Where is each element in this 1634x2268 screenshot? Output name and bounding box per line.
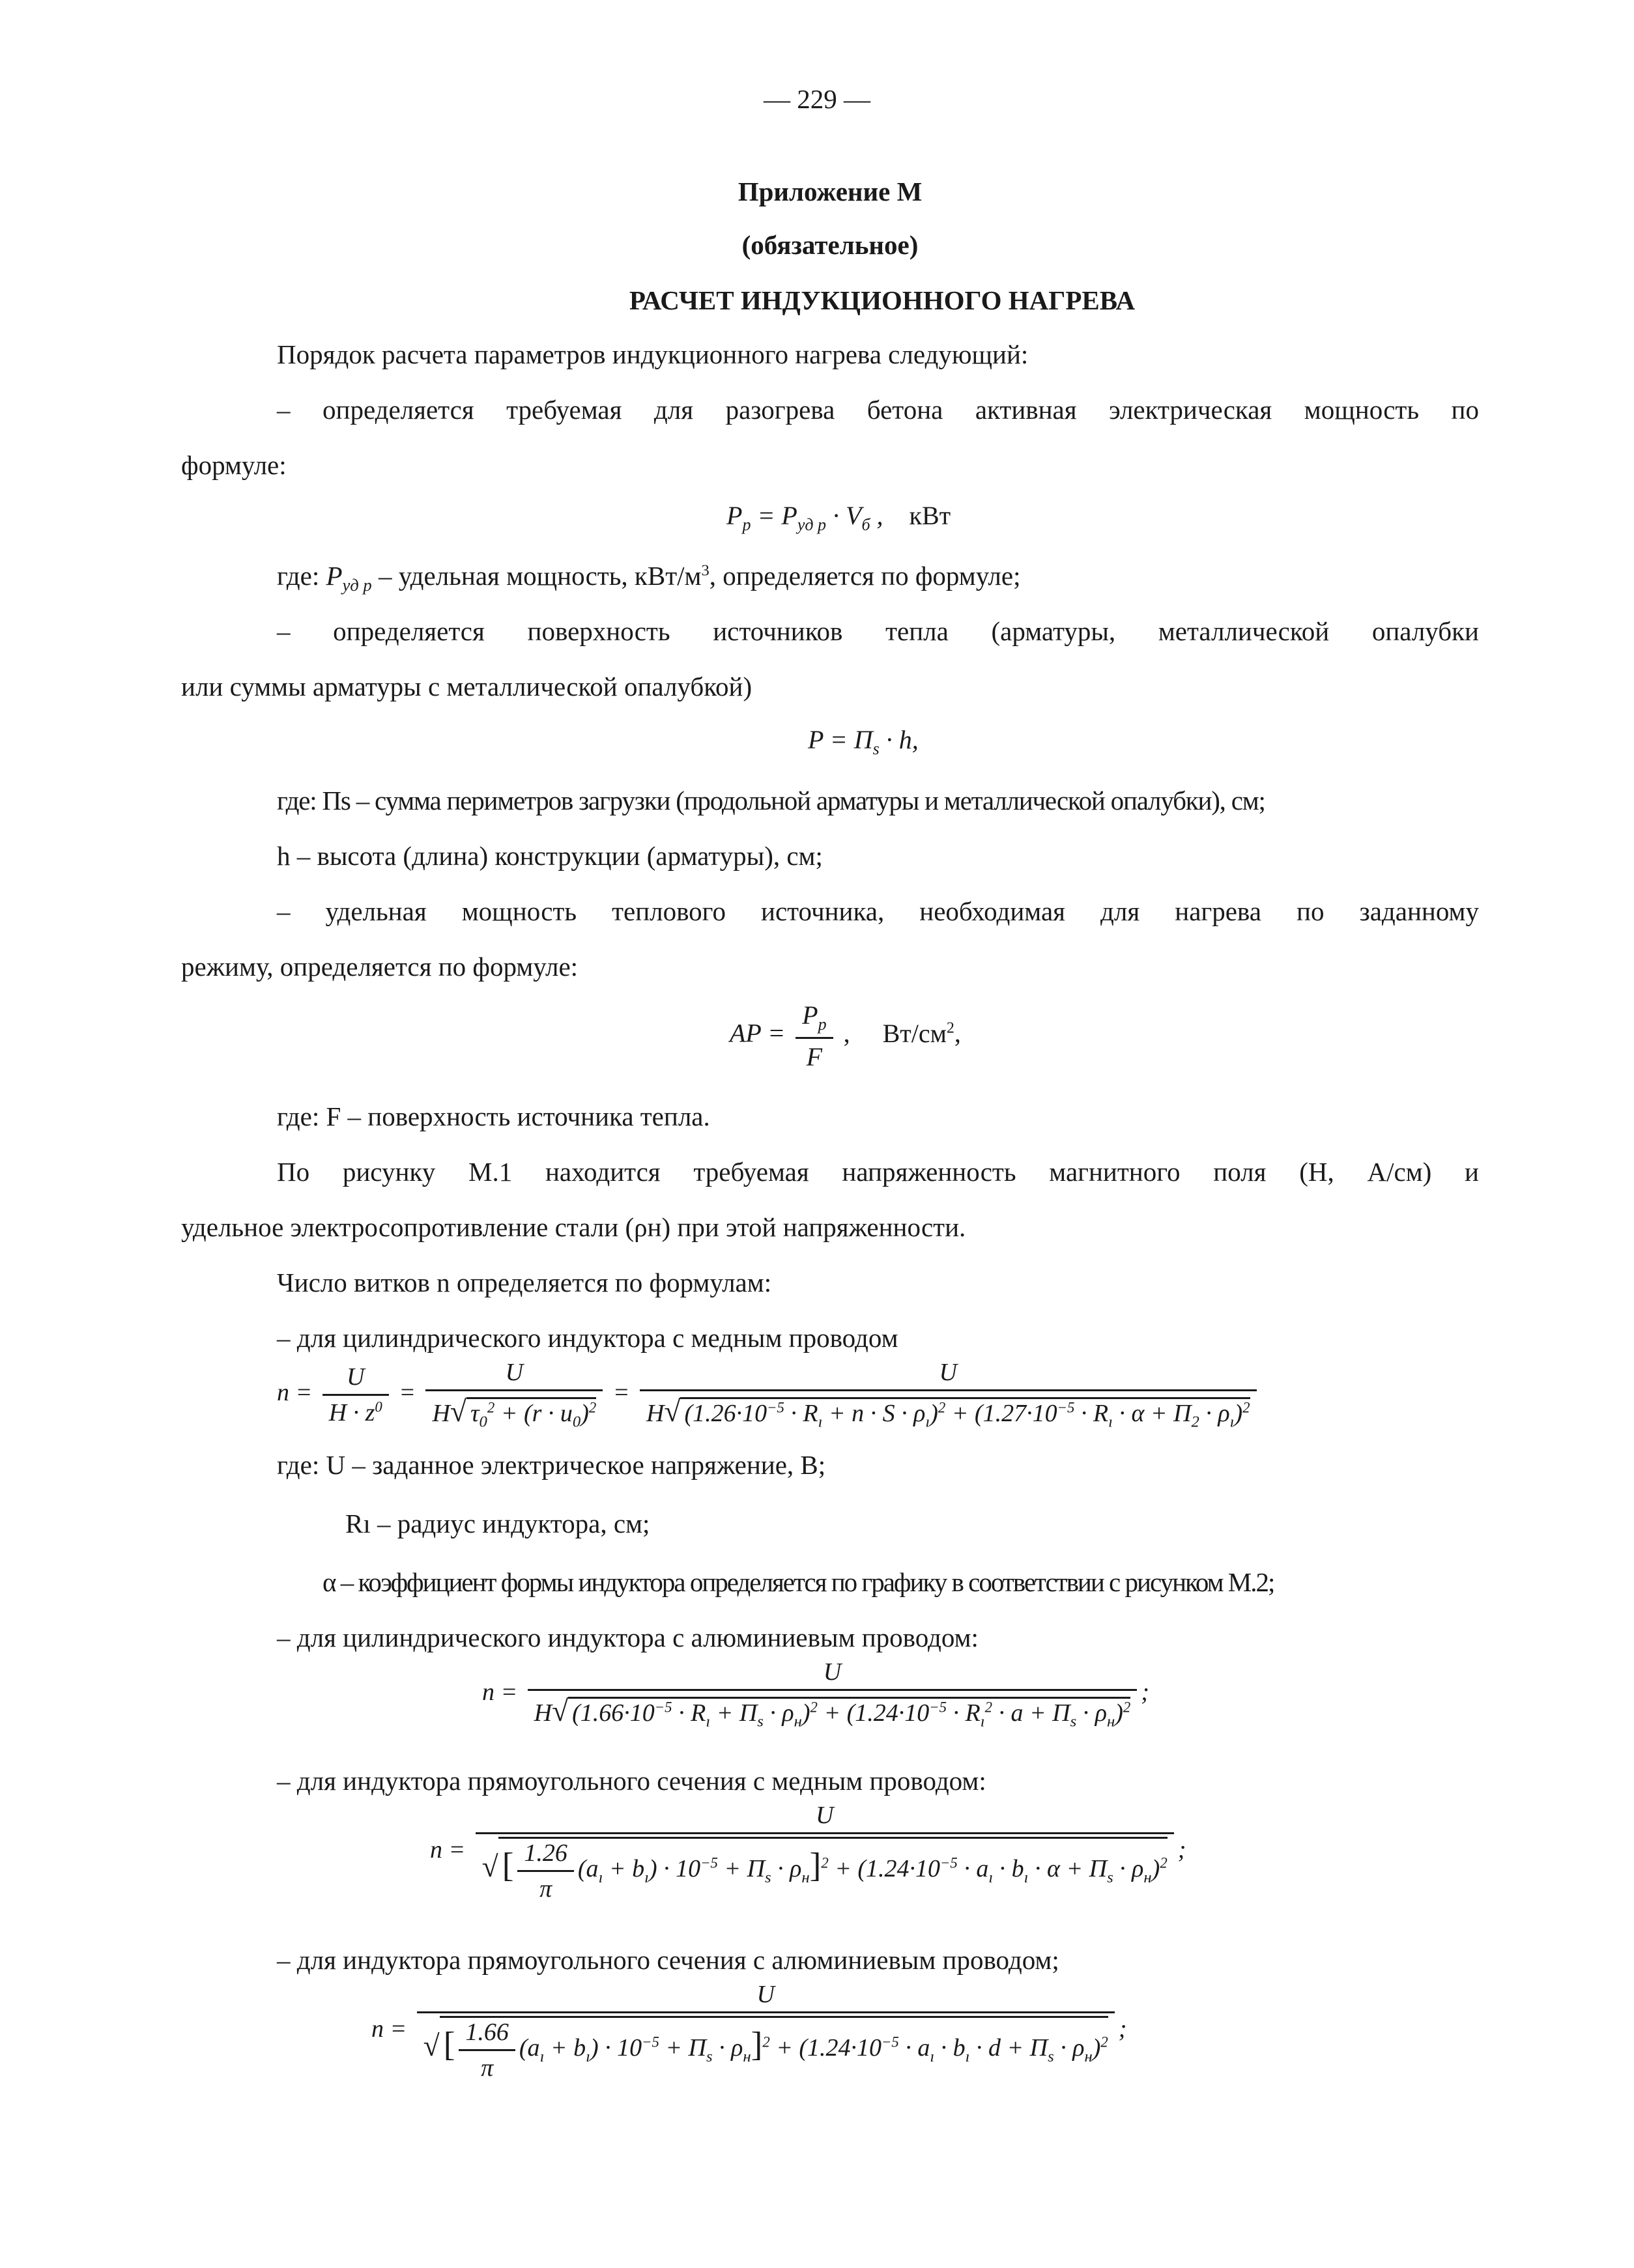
formula-specific-heat-power: AP = $\frac{P_p}{F}$ , $Вт/см^2$, [730, 1000, 961, 1071]
where-shape-coefficient: α – коэффициент формы индуктора определяется по графику в соответствии с рисунком М.2; [322, 1567, 1274, 1597]
paragraph-4-line-2: удельное электросопротивление стали (ρн) при этой напряженности. [181, 1212, 966, 1242]
where-radius: Rı – радиус индуктора, см; [345, 1509, 650, 1538]
paragraph-4-line-1: По рисунку М.1 находится требуемая напряженность магнитного поля (H, А/см) и [277, 1157, 1479, 1187]
appendix-title: Приложение М [738, 177, 923, 206]
where-perimeter-sum: где: Пs – сумма периметров загрузки (продольной арматуры и металлической опалубки), см; [277, 786, 1265, 815]
formula-turns-rectangular-aluminium: n = U √ [ $\frac{1.66}{\pi}$ $(a_ı + b_ı) \cdot 10^{-5} + П_s \cdot \rho_н]^2 + (1.24\cdot 10^{-5} \cdot a_ı \cdot b_ı \cdot d + П_s \cdot \rho_н)^2$ ; [371, 1981, 1127, 2082]
formula-turns-cylindrical-copper: n = $\frac{U}{H \cdot z^0}$ = $\frac{U}{H√ \tau_0^2 + (r \cdot u_0)^2}$ = U H√ $(1.26\cdot 10^{-5} \cdot R_ı + n \cdot S \cdot \rho_ı)^2 + (1.27\cdot 10^{-5} \cdot R_ı \cdot \alpha + П_2 \cdot \rho_ı)^2$ [277, 1358, 1261, 1432]
paragraph-3-line-1: – удельная мощность теплового источника, необходимая для нагрева по заданному [277, 896, 1479, 926]
formula-turns-cylindrical-aluminium: n = U H√ $(1.66\cdot 10^{-5} \cdot R_ı + П_s \cdot \rho_н)^2 + (1.24\cdot 10^{-5} \cdot R_ı^2 \cdot a + П_s \cdot \rho_н)^2$ ; [482, 1658, 1149, 1731]
paragraph-6: – для цилиндрического индуктора с медным проводом [277, 1323, 898, 1353]
formula-specific-heat-power-unit: Вт/см [882, 1018, 947, 1048]
paragraph-2-line-1: – определяется поверхность источников тепла (арматуры, металлической опалубки [277, 616, 1479, 646]
formula-active-power-unit: кВт [909, 501, 951, 530]
paragraph-5: Число витков n определяется по формулам: [277, 1268, 772, 1297]
paragraph-8: – для индуктора прямоугольного сечения с медным проводом: [277, 1766, 986, 1796]
paragraph-3-line-2: режиму, определяется по формуле: [181, 952, 579, 982]
paragraph-2-line-2: или суммы арматуры с металлической опалубкой) [181, 672, 752, 702]
paragraph-1-line-2: формуле: [181, 450, 287, 480]
where-height: h – высота (длина) конструкции (арматуры), см; [277, 841, 823, 871]
where-voltage: где: U – заданное электрическое напряжение, B; [277, 1450, 826, 1480]
formula-heat-surface: $P = П_s \cdot h$, [808, 725, 919, 758]
where-specific-power: где: $P_{уд p}$ – удельная мощность, кВт/$м^3$, определяется по формуле; [277, 561, 1021, 595]
section-title: РАСЧЕТ ИНДУКЦИОННОГО НАГРЕВА [629, 285, 1136, 315]
formula-turns-rectangular-copper: n = U √ [ $\frac{1.26}{\pi}$ $(a_ı + b_ı) \cdot 10^{-5} + П_s \cdot \rho_н]^2 + (1.24\cdot 10^{-5} \cdot a_ı \cdot b_ı \cdot \alpha + П_s \cdot \rho_н)^2$ ; [430, 1802, 1186, 1903]
intro-paragraph: Порядок расчета параметров индукционного нагрева следующий: [277, 339, 1029, 369]
formula-active-power: $P_p = P_{уд p} \cdot V_б$ , кВт [726, 501, 951, 534]
where-surface: где: F – поверхность источника тепла. [277, 1101, 710, 1131]
page-number: — 229 — [764, 84, 870, 114]
paragraph-7: – для цилиндрического индуктора с алюминиевым проводом: [277, 1623, 979, 1652]
paragraph-1-line-1: – определяется требуемая для разогрева бетона активная электрическая мощность по [277, 395, 1479, 425]
appendix-status: (обязательное) [741, 230, 919, 260]
paragraph-9: – для индуктора прямоугольного сечения с алюминиевым проводом; [277, 1945, 1059, 1975]
